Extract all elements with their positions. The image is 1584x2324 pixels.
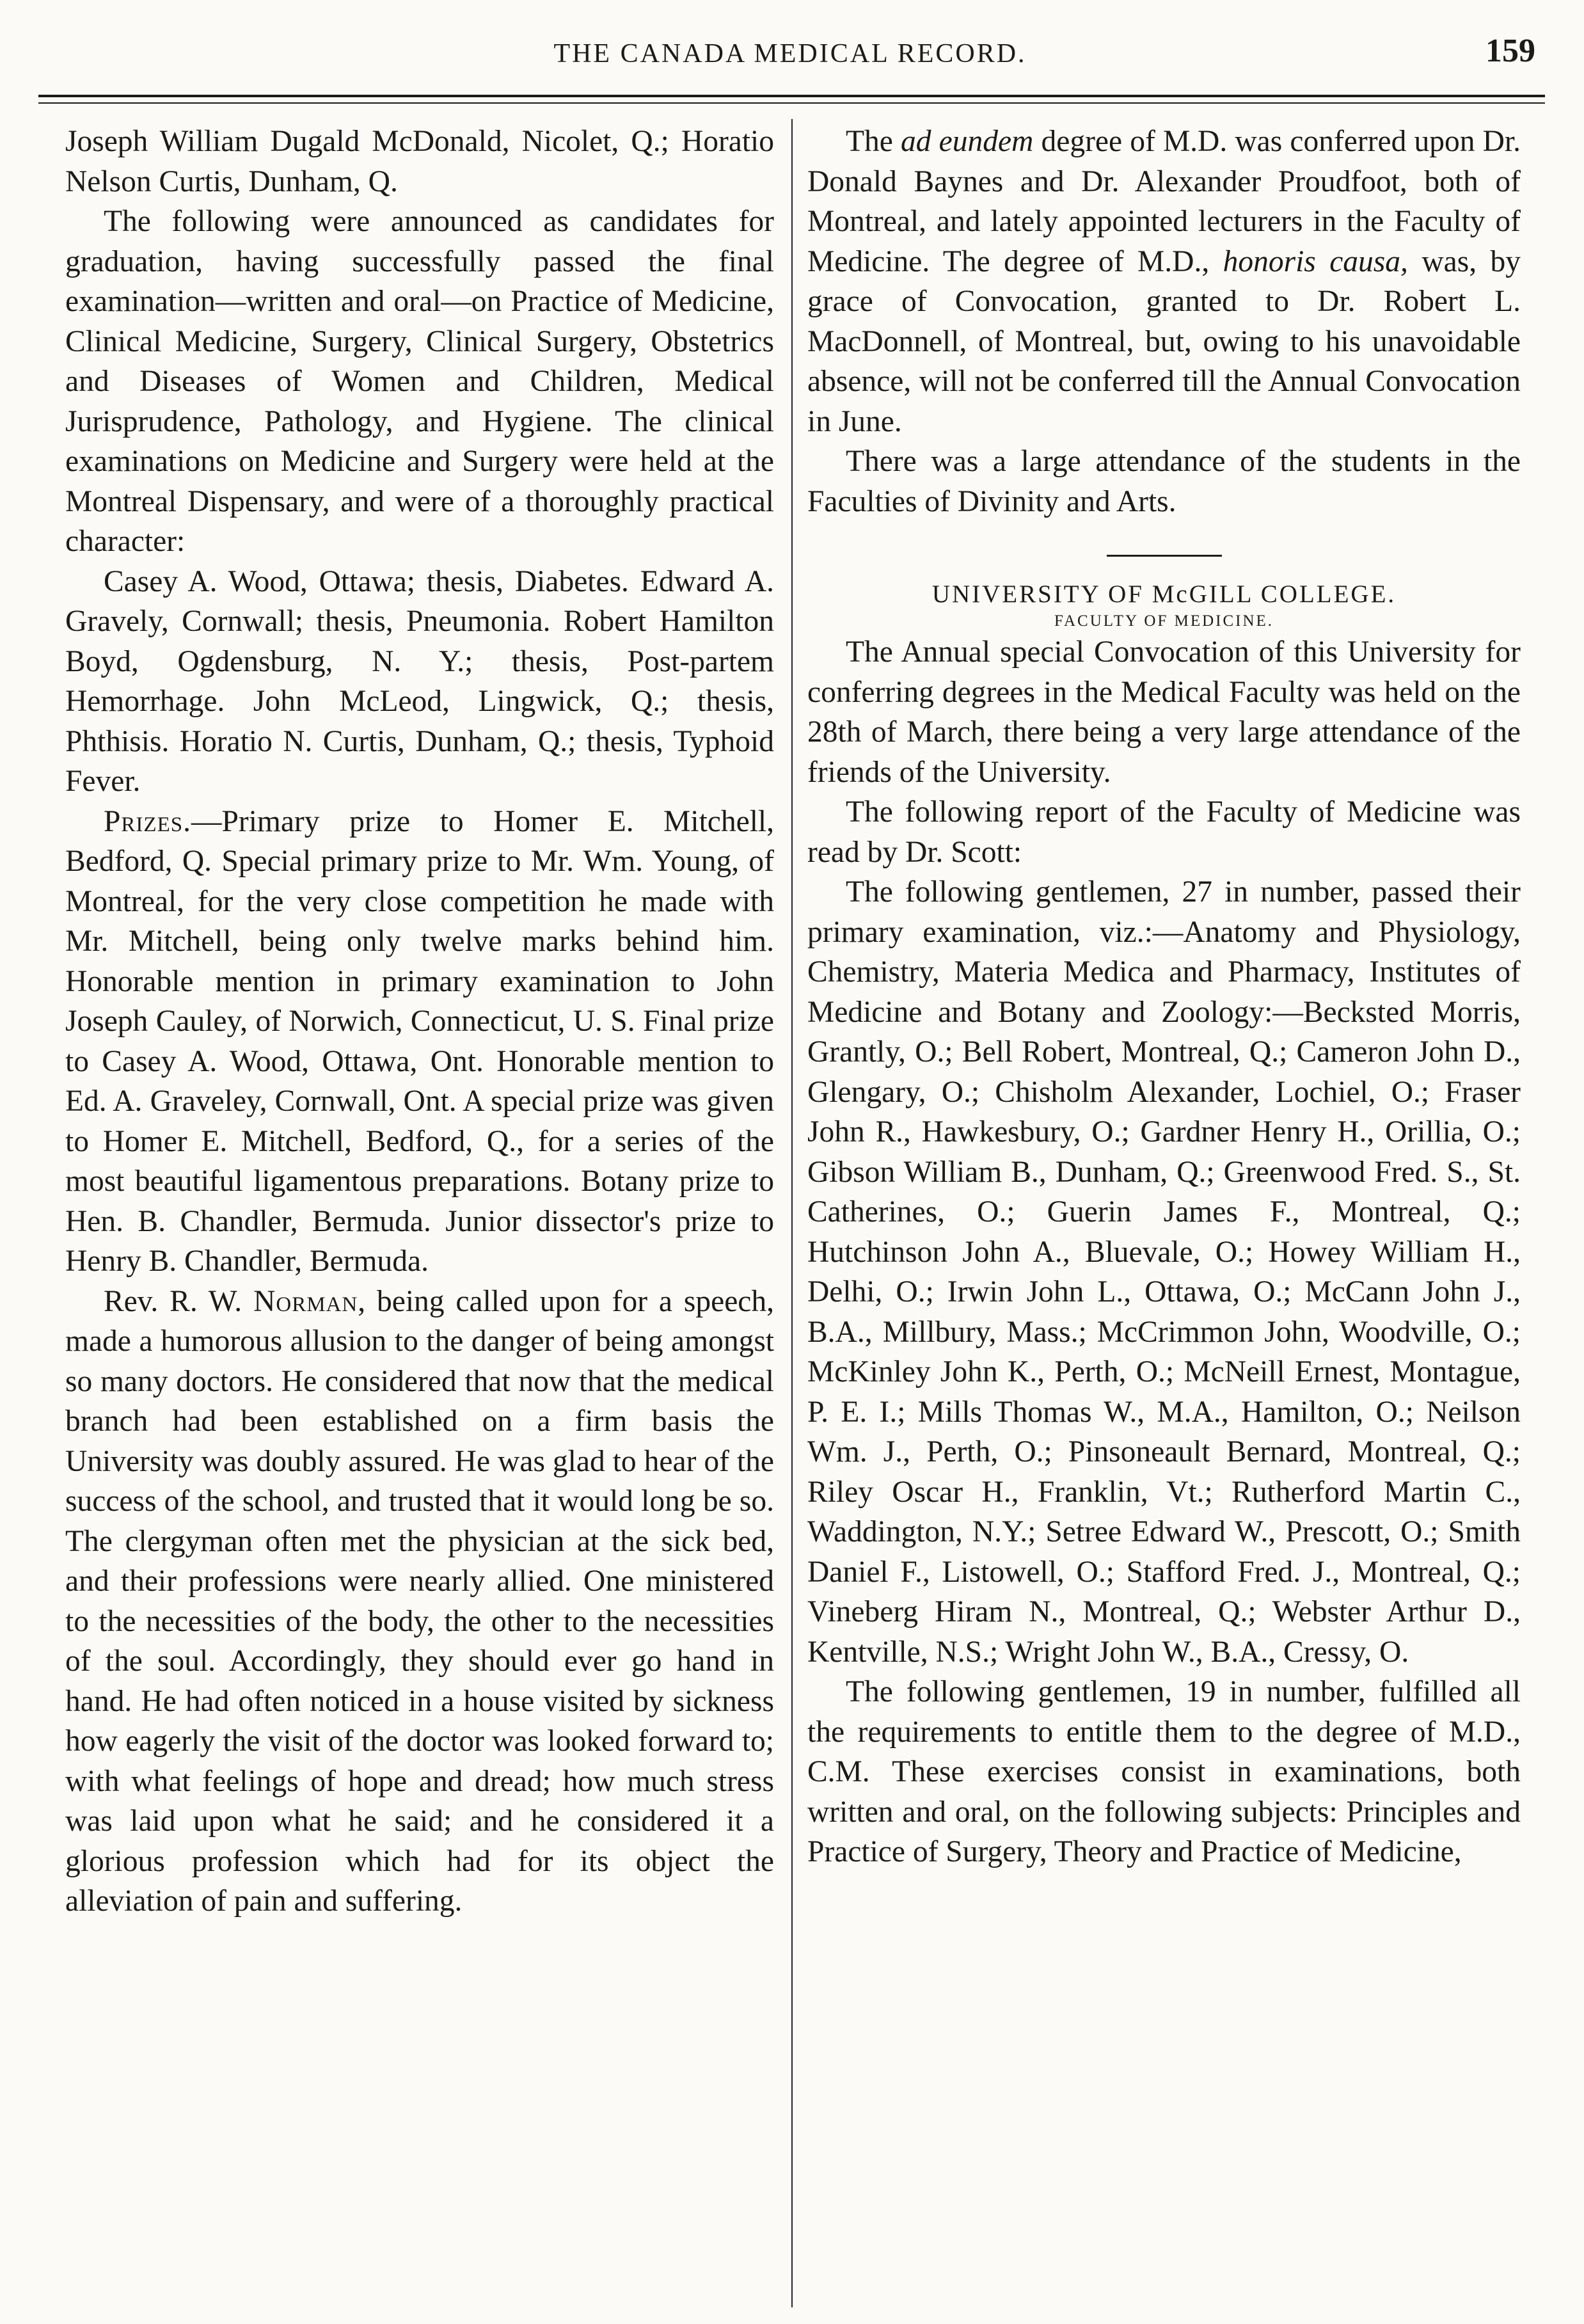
header-rule-thin [38,102,1545,104]
journal-title: THE CANADA MEDICAL RECORD. [553,39,1027,68]
page-number: 159 [1485,33,1535,69]
md-cm-paragraph: The following gentlemen, 19 in number, fulfilled all the requirements to entitle them to the degree of M.D., C.M. These exercises consist in examinations, both written and oral, on the following subjects: Principles and Practice of Surgery, Theory and Practice of Medicine, [807,1675,1521,1868]
convocation-paragraph: The Annual special Convocation of this University for conferring degrees in the Medical Faculty was held on the 28th of March, there being a very large attendance of the friends of the University. [807,635,1521,789]
text-run: The [846,125,901,158]
text-run: degree of M.D. was conferred upon Dr. Donald Baynes and Dr. Alexander Proudfoot, both of Montreal, and lately appointed lecturers in the Faculty of Medicine. The degree of M.D., [807,125,1521,278]
header-rule-thick [38,95,1545,97]
section-subtitle: FACULTY OF MEDICINE. [1054,612,1274,630]
thesis-list: Casey A. Wood, Ottawa; thesis, Diabetes. Edward A. Gravely, Cornwall; thesis, Pneumonia. Robert Hamilton Boyd, Ogdensburg, N. Y.; thesis, Post-partem Hemorrhage. John McLeod, Lingwick, Q.; thesis, Phthisis. Horatio N. Curtis, Dunham, Q.; thesis, Typhoid Fever. [65,564,774,798]
section-title: UNIVERSITY OF McGILL COLLEGE. [931,580,1397,608]
attendance-paragraph: There was a large attendance of the students in the Faculties of Divinity and Arts. [807,445,1521,518]
graduates-list-continued: Joseph William Dugald McDonald, Nicolet, Q.; Horatio Nelson Curtis, Dunham, Q. [65,125,774,198]
candidates-paragraph: The following were announced as candidates for graduation, having successfully passed the final examination—written and oral—on Practice of Medicine, Clinical Medicine, Surgery, Clinical Surgery, Obstetrics and Diseases of Women and Children, Medical Jurisprudence, Pathology, and Hygiene. The clinical examinations on Medicine and Surgery were held at the Montreal Dispensary, and were of a thoroughly practical character: [65,205,774,558]
section-separator-rule [1107,555,1222,557]
italic-phrase: honoris causa, [1223,244,1408,278]
left-column [65,122,774,2310]
running-header [45,31,1535,82]
prizes-lead: Prizes. [104,804,191,838]
speaker-name: Norman [253,1284,358,1318]
primary-exam-list: The following gentlemen, 27 in number, passed their primary examination, viz.:—Anatomy and Physiology, Chemistry, Materia Medica and Pharmacy, Institutes of Medicine and Botany and Zoology:—Becksted Morris, Grantly, O.; Bell Robert, Montreal, Q.; Cameron John D., Glengary, O.; Chisholm Alexander, Lochiel, O.; Fraser John R., Hawkesbury, O.; Gardner Henry H., Orillia, O.; Gibson William B., Dunham, Q.; Greenwood Fred. S., St. Catherines, O.; Guerin James F., Montreal, Q.; Hutchinson John A., Bluevale, O.; Howey William H., Delhi, O.; Irwin John L., Ottawa, O.; McCann John J., B.A., Millbury, Mass.; McCrimmon John, Woodville, O.; McKinley John K., Perth, O.; McNeill Ernest, Montague, P. E. I.; Mills Thomas W., M.A., Hamilton, O.; Neilson Wm. J., Perth, O.; Pinsoneault Bernard, Montreal, Q.; Riley Oscar H., Franklin, Vt.; Rutherford Martin C., Waddington, N.Y.; Setree Edward W., Prescott, O.; Smith Daniel F., Listowell, O.; Stafford Fred. J., Montreal, Q.; Vineberg Hiram N., Montreal, Q.; Webster Arthur D., Kentville, N.S.; Wright John W., B.A., Cressy, O. [807,875,1521,1669]
italic-phrase: ad eundem [901,125,1034,158]
prizes-paragraph [65,802,774,1282]
prizes-text: —Primary prize to Homer E. Mitchell, Bedford, Q. Special primary prize to Mr. Wm. Young, of Montreal, for the very close competition he made with Mr. Mitchell, being only twelve marks behind him. Honorable mention in primary examination to John Joseph Cauley, of Norwich, Connecticut, U. S. Final prize to Casey A. Wood, Ottawa, Ont. Honorable mention to Ed. A. Graveley, Cornwall, Ont. A special prize was given to Homer E. Mitchell, Bedford, Q., for a series of the most beautiful ligamentous preparations. Botany prize to Hen. B. Chandler, Bermuda. Junior dissector's prize to Henry B. Chandler, Bermuda. [65,804,774,1278]
report-intro-paragraph: The following report of the Faculty of Medicine was read by Dr. Scott: [807,795,1521,869]
right-column [807,122,1521,2310]
norman-speech-paragraph [65,1282,774,1922]
ad-eundem-paragraph [807,122,1521,442]
speech-start: Rev. R. W. [104,1284,254,1318]
column-divider [791,119,793,2307]
speech-text: , being called upon for a speech, made a humorous allusion to the danger of being amongst so many doctors. He considered that now that the medical branch had been established on a firm basis the University was doubly assured. He was glad to hear of the success of the school, and trusted that it would long be so. The clergyman often met the physician at the sick bed, and their professions were nearly allied. One ministered to the necessities of the body, the other to the necessities of the soul. Accordingly, they should ever go hand in hand. He had often noticed in a house visited by sickness how eagerly the visit of the doctor was looked forward to; with what feelings of hope and dread; how much stress was laid upon what he said; and he considered it a glorious profession which had for its object the alleviation of pain and suffering. [65,1284,774,1918]
text-run: was, by grace of Convocation, granted to Dr. Robert L. MacDonnell, of Montreal, but, owing to his unavoidable absence, will not be conferred till the Annual Convocation in June. [807,244,1521,438]
